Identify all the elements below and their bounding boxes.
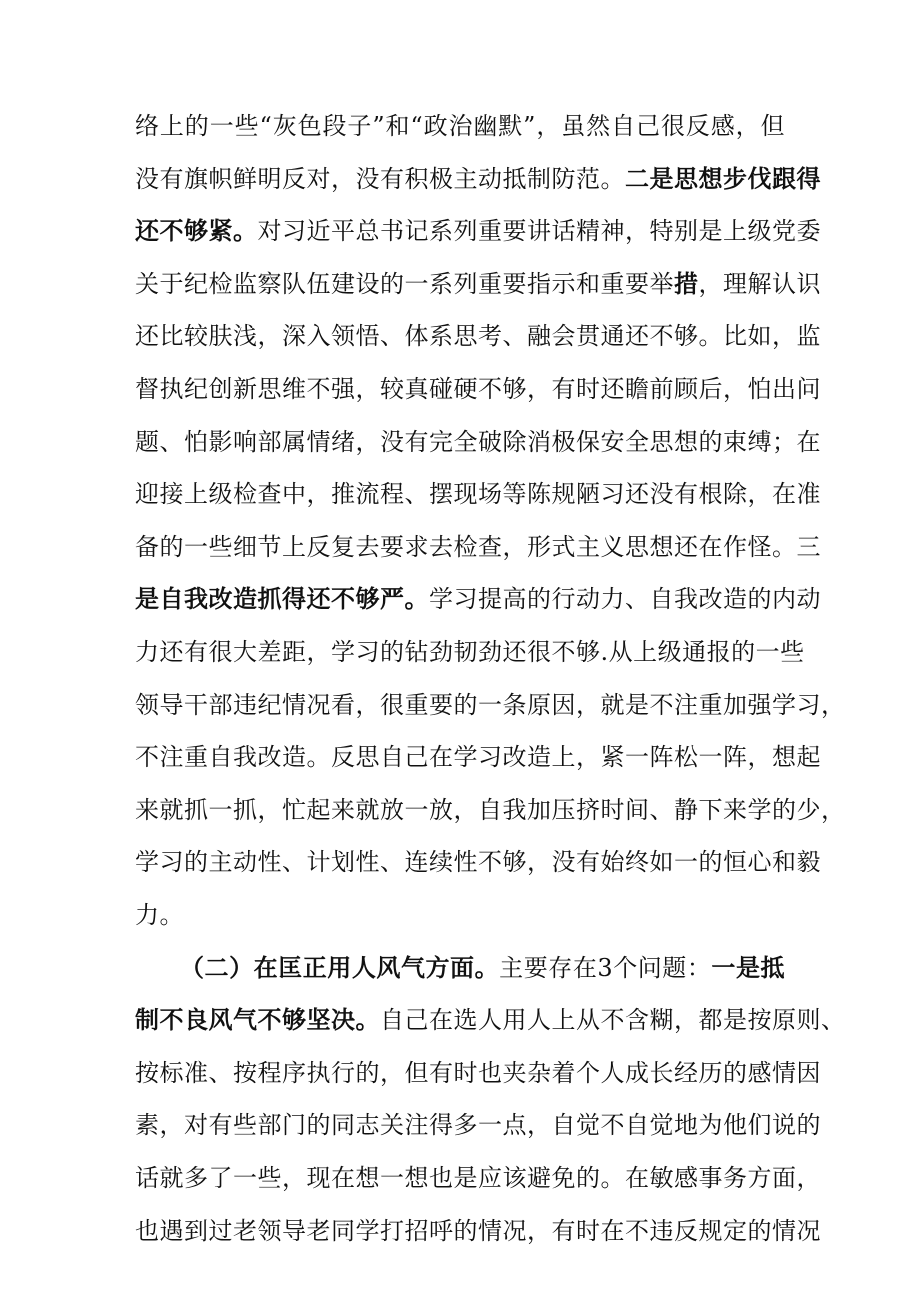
- bold-text-run: 措: [674, 270, 699, 298]
- text-line: [135, 316, 821, 356]
- text-run: 主要存在3个问题：: [499, 954, 712, 982]
- text-run: 备的一些细节上反复去要求去检查，形式主义思想还在作怪。三: [135, 533, 821, 561]
- text-run: 力还有很大差距，学习的钻劲韧劲还很不够.从上级通报的一些: [135, 638, 805, 666]
- text-line: [135, 369, 821, 409]
- text-line: [135, 790, 846, 830]
- text-line: [135, 579, 821, 619]
- text-run: 没有旗帜鲜明反对，没有积极主动抵制防范。: [135, 165, 625, 193]
- bold-text-run: 二是思想步伐跟得: [625, 165, 821, 193]
- text-run: 来就抓一抓，忙起来就放一放，自我加压挤时间、静下来学的少，: [135, 796, 846, 824]
- text-line: [135, 632, 805, 672]
- text-line: [135, 527, 821, 567]
- text-line: [135, 895, 785, 935]
- text-run: 话就多了一些，现在想一想也是应该避免的。在敏感事务方面，: [135, 1164, 821, 1192]
- bold-text-run: 一是抵: [711, 954, 786, 982]
- text-run: 力。: [135, 901, 184, 929]
- text-line: [135, 159, 821, 199]
- text-run: 迎接上级检查中，推流程、摆现场等陈规陋习还没有根除，在准: [135, 480, 821, 508]
- text-run: 不注重自我改造。反思自己在学习改造上，紧一阵松一阵，想起: [135, 743, 821, 771]
- bold-text-run: 是自我改造抓得还不够严。: [135, 585, 429, 613]
- text-line: [135, 1105, 821, 1145]
- text-line: [135, 106, 785, 146]
- text-run: ，理解认识: [698, 270, 821, 298]
- text-run: 学习的主动性、计划性、连续性不够，没有始终如一的恒心和毅: [135, 848, 821, 876]
- text-line: [135, 211, 821, 251]
- text-line: [135, 842, 821, 882]
- text-run: 关于纪检监察队伍建设的一系列重要指示和重要举: [135, 270, 674, 298]
- text-run: 题、怕影响部属情绪，没有完全破除消极保安全思想的束缚；在: [135, 428, 821, 456]
- text-run: 还比较肤浅，深入领悟、体系思考、融会贯通还不够。比如，监: [135, 322, 821, 350]
- text-line: [135, 1053, 821, 1093]
- text-line: [135, 1211, 821, 1251]
- text-line: [135, 422, 821, 462]
- text-run: 督执纪创新思维不强，较真碰硬不够，有时还瞻前顾后，怕出问: [135, 375, 821, 403]
- bold-text-run: 制不良风气不够坚决。: [135, 1006, 380, 1034]
- text-run: 按标准、按程序执行的，但有时也夹杂着个人成长经历的感情因: [135, 1059, 821, 1087]
- text-run: 对习近平总书记系列重要讲话精神，特别是上级党委: [257, 217, 821, 245]
- text-run: 素，对有些部门的同志关注得多一点，自觉不自觉地为他们说的: [135, 1111, 821, 1139]
- text-run: 领导干部违纪情况看，很重要的一条原因，就是不注重加强学习，: [135, 691, 846, 719]
- bold-text-run: 还不够紧。: [135, 217, 258, 245]
- bold-text-run: （二）在匡正用人风气方面。: [180, 954, 500, 982]
- text-line: [135, 737, 821, 777]
- text-run: 自己在选人用人上从不含糊，都是按原则、: [380, 1006, 846, 1034]
- text-line: [180, 948, 785, 988]
- text-line: [135, 474, 821, 514]
- text-line: [135, 685, 846, 725]
- text-run: 络上的一些“灰色段子”和“政治幽默”，虽然自己很反感，但: [135, 112, 785, 140]
- text-line: [135, 1000, 846, 1040]
- text-line: [135, 1158, 821, 1198]
- text-run: 学习提高的行动力、自我改造的内动: [429, 585, 821, 613]
- text-run: 也遇到过老领导老同学打招呼的情况，有时在不违反规定的情况: [135, 1217, 821, 1245]
- text-line: [135, 264, 821, 304]
